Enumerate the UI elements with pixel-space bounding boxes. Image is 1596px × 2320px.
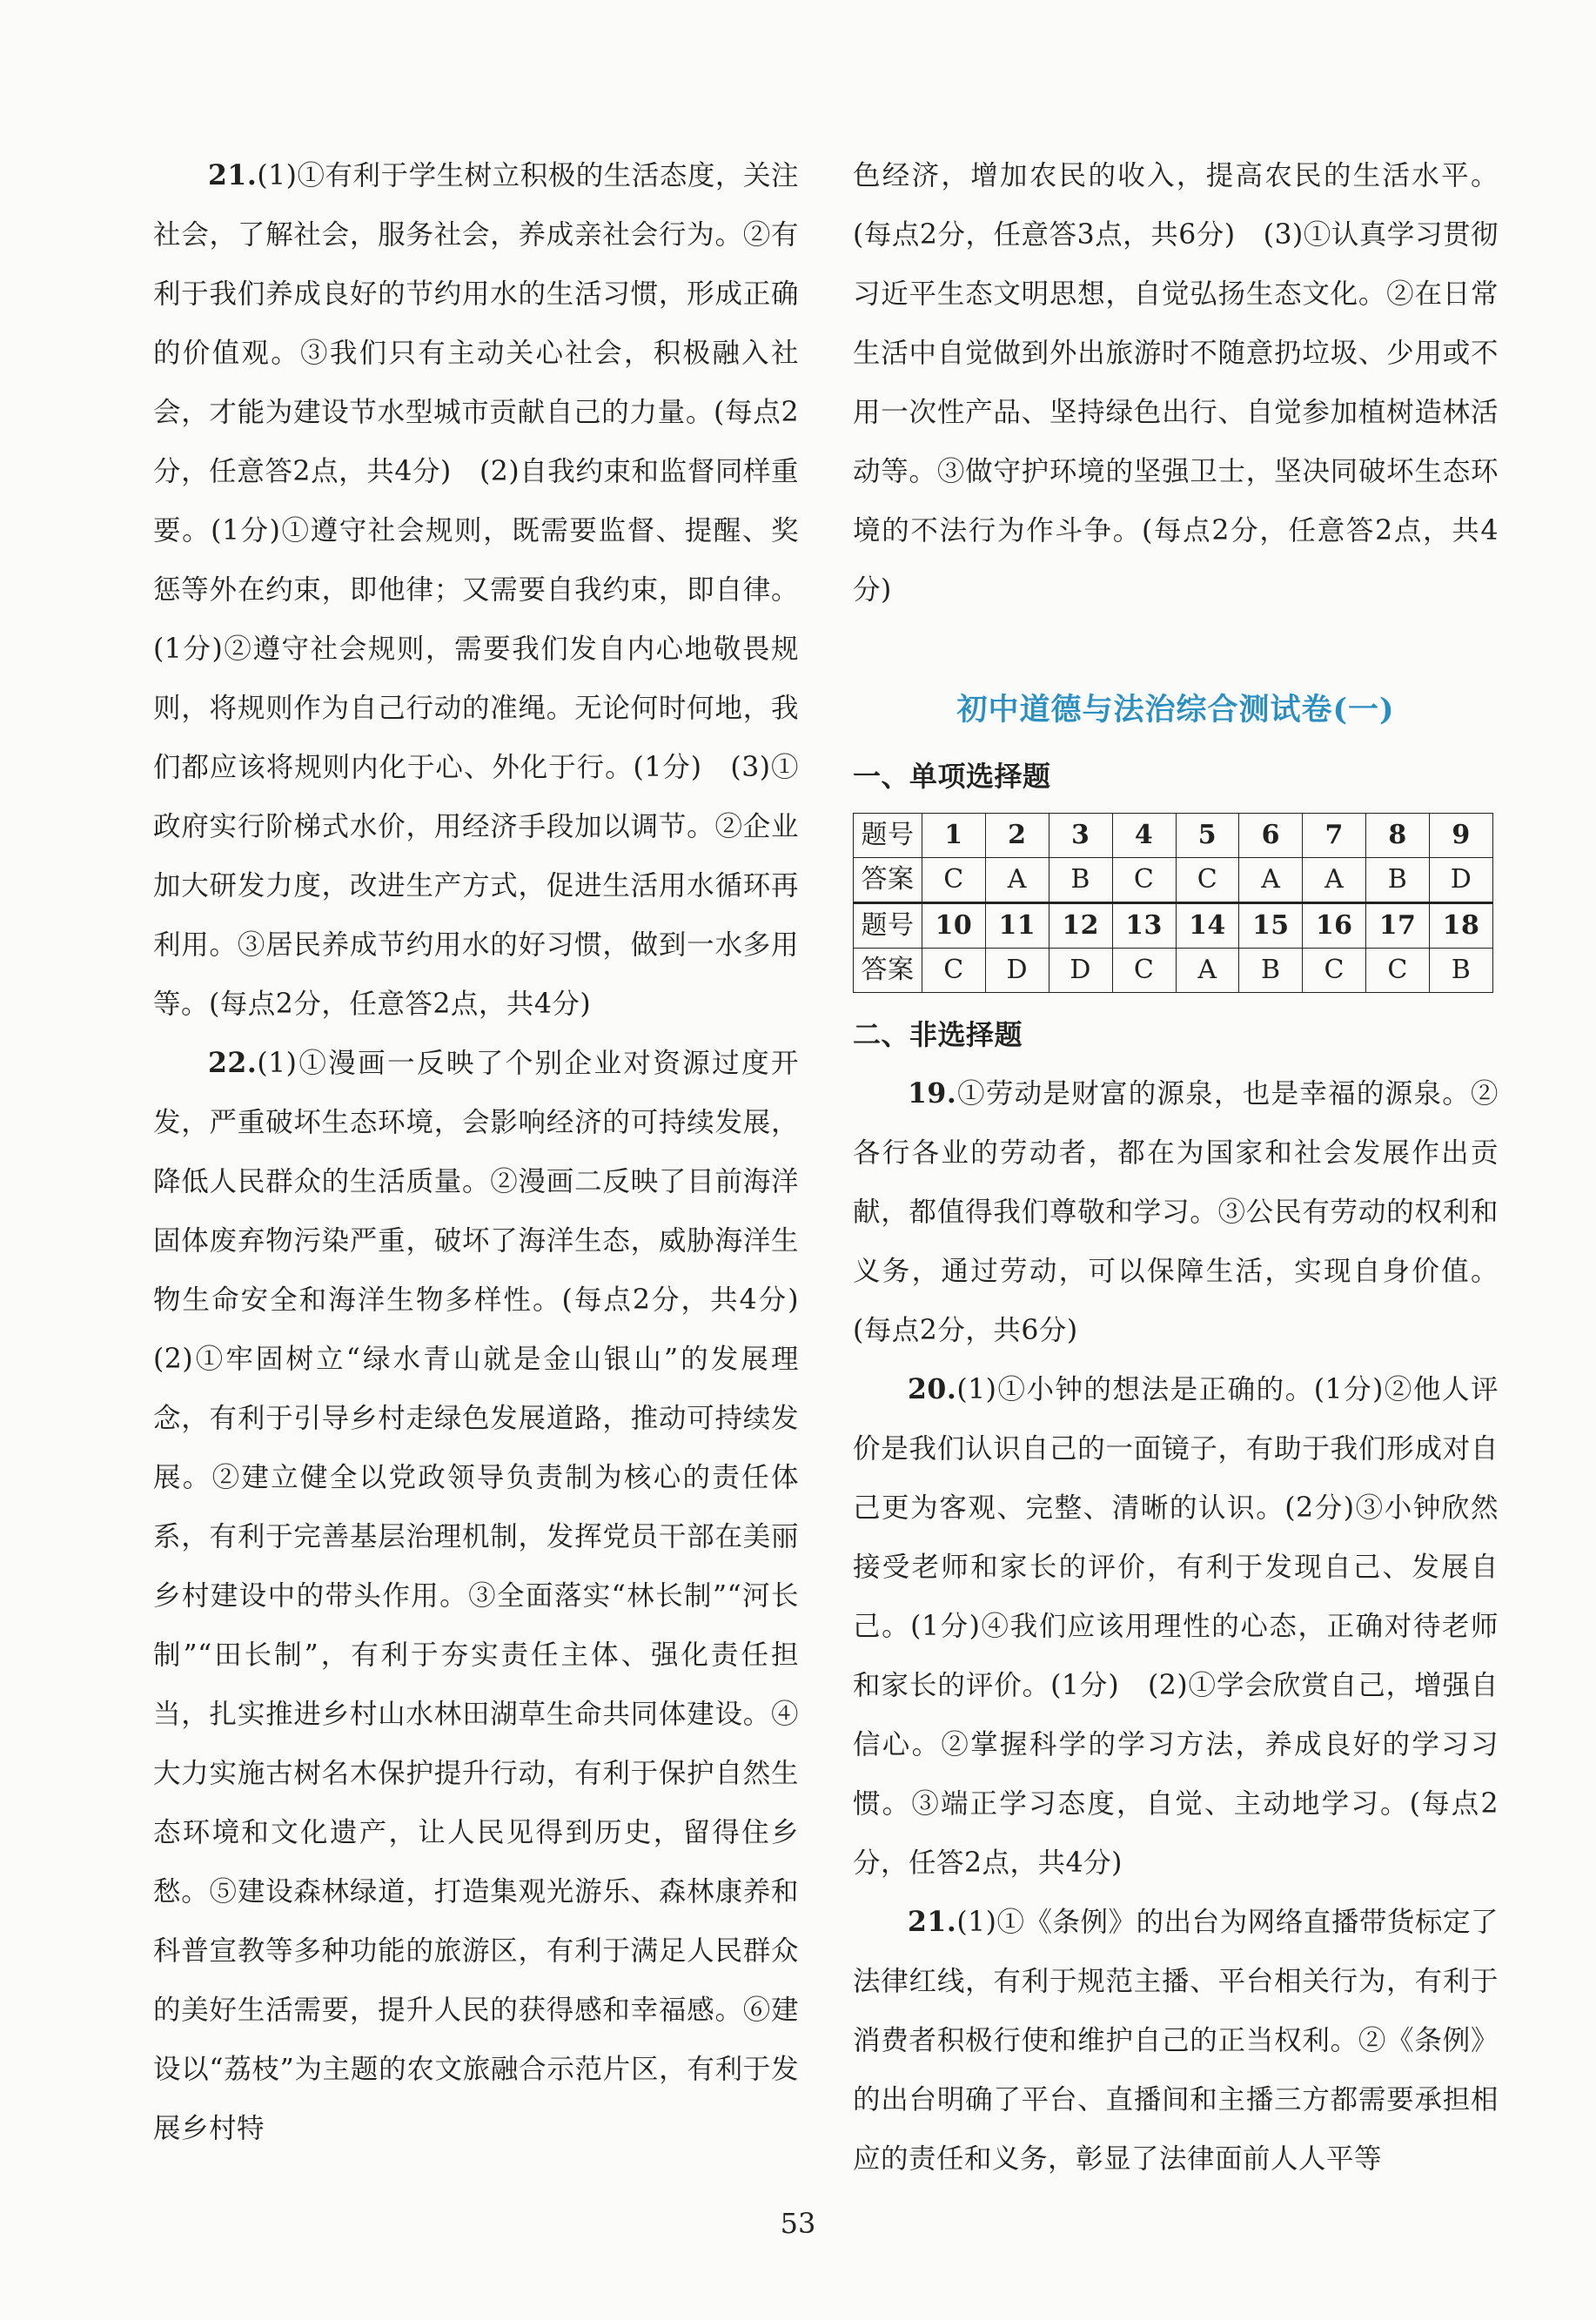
- answer-cell: A: [1239, 858, 1303, 903]
- question-number-cell: 6: [1239, 814, 1303, 858]
- answer-cell: C: [1112, 949, 1176, 993]
- answer-cell: C: [922, 949, 986, 993]
- question-number-cell: 13: [1112, 903, 1176, 949]
- answer-cell: B: [1366, 858, 1430, 903]
- answer-cell: C: [922, 858, 986, 903]
- answer-text: (1)①有利于学生树立积极的生活态度，关注社会，了解社会，服务社会，养成亲社会行为。②有利于我们养成良好的节约用水的生活习惯，形成正确的价值观。③我们只有主动关心社会，积极融入社会，才能为建设节水型城市贡献自己的力量。(每点2分，任意答2点，共4分) (2)自我约束和监督同样重要。(1分)①遵守社会规则，既需要监督、提醒、奖惩等外在约束，即他律；又需要自我约束，即自律。(1分)②遵守社会规则，需要我们发自内心地敬畏规则，将规则作为自己行动的准绳。无论何时何地，我们都应该将规则内化于心、外化于行。(1分) (3)①政府实行阶梯式水价，用经济手段加以调节。②企业加大研发力度，改进生产方式，促进生活用水循环再利用。③居民养成节约用水的好习惯，做到一水多用等。(每点2分，任意答2点，共4分): [153, 160, 799, 1020]
- left-column: [153, 146, 828, 2158]
- part2-title: 二、非选择题: [853, 1018, 1023, 1051]
- question-number-cell: 11: [985, 903, 1049, 949]
- answer-text: (1)①《条例》的出台为网络直播带货标定了法律红线，有利于规范主播、平台相关行为，有利于消费者积极行使和维护自己的正当权利。②《条例》的出台明确了平台、直播间和主播三方都需要承担相应的责任和义务，彰显了法律面前人人平等: [853, 1907, 1499, 2175]
- section-title: 初中道德与法治综合测试卷(一): [956, 692, 1395, 728]
- answer-q20: [853, 1360, 1499, 1893]
- answer-table: [853, 813, 1493, 993]
- answer-q21-right: [853, 1893, 1499, 2189]
- question-number-cell: 8: [1366, 814, 1430, 858]
- table-row: [854, 949, 1493, 993]
- right-column: [853, 146, 1499, 2189]
- answer-q22: [153, 1034, 828, 2158]
- table-row: [854, 814, 1493, 858]
- answer-cell: D: [1430, 858, 1493, 903]
- question-number-cell: 9: [1430, 814, 1493, 858]
- part1-title: 一、单项选择题: [853, 760, 1051, 793]
- question-number-cell: 17: [1366, 903, 1430, 949]
- answer-cell: C: [1366, 949, 1430, 993]
- answer-cell: C: [1303, 949, 1366, 993]
- question-number-cell: 7: [1303, 814, 1366, 858]
- question-number: 22.: [208, 1047, 258, 1079]
- answer-q22-continued: 色经济，增加农民的收入，提高农民的生活水平。(每点2分，任意答3点，共6分) (3)①认真学习贯彻习近平生态文明思想，自觉弘扬生态文化。②在日常生活中自觉做到外出旅游时不随意扔垃圾、少用或不用一次性产品、坚持绿色出行、自觉参加植树造林活动等。③做守护环境的坚强卫士，坚决同破坏生态环境的不法行为作斗争。(每点2分，任意答2点，共4分): [853, 160, 1499, 606]
- question-number-cell: 16: [1303, 903, 1366, 949]
- answer-text: ①劳动是财富的源泉，也是幸福的源泉。②各行各业的劳动者，都在为国家和社会发展作出贡献，都值得我们尊敬和学习。③公民有劳动的权利和义务，通过劳动，可以保障生活，实现自身价值。(每点2分，共6分): [853, 1078, 1499, 1346]
- answer-label: 答案: [854, 858, 922, 903]
- table-row: [854, 903, 1493, 949]
- answer-cell: D: [1049, 949, 1112, 993]
- answer-text: (1)①漫画一反映了个别企业对资源过度开发，严重破坏生态环境，会影响经济的可持续发展，降低人民群众的生活质量。②漫画二反映了目前海洋固体废弃物污染严重，破坏了海洋生态，威胁海洋生物生命安全和海洋生物多样性。(每点2分，共4分) (2)①牢固树立“绿水青山就是金山银山”的发展理念，有利于引导乡村走绿色发展道路，推动可持续发展。②建立健全以党政领导负责制为核心的责任体系，有利于完善基层治理机制，发挥党员干部在美丽乡村建设中的带头作用。③全面落实“林长制”“河长制”“田长制”，有利于夯实责任主体、强化责任担当，扎实推进乡村山水林田湖草生命共同体建设。④大力实施古树名木保护提升行动，有利于保护自然生态环境和文化遗产，让人民见得到历史，留得住乡愁。⑤建设森林绿道，打造集观光游乐、森林康养和科普宣教等多种功能的旅游区，有利于满足人民群众的美好生活需要，提升人民的获得感和幸福感。⑥建设以“荔枝”为主题的农文旅融合示范片区，有利于发展乡村特: [153, 1048, 828, 2144]
- question-number-cell: 15: [1239, 903, 1303, 949]
- question-number-cell: 4: [1112, 814, 1176, 858]
- question-number-cell: 2: [985, 814, 1049, 858]
- answer-cell: B: [1430, 949, 1493, 993]
- question-number: 21.: [908, 1906, 957, 1938]
- page-number: 53: [780, 2207, 816, 2240]
- answer-text: (1)①小钟的想法是正确的。(1分)②他人评价是我们认识自己的一面镜子，有助于我们形成对自己更为客观、完整、清晰的认识。(2分)③小钟欣然接受老师和家长的评价，有利于发现自己、发展自己。(1分)④我们应该用理性的心态，正确对待老师和家长的评价。(1分) (2)①学会欣赏自己，增强自信心。②掌握科学的学习方法，养成良好的学习习惯。③端正学习态度，自觉、主动地学习。(每点2分，任答2点，共4分): [853, 1374, 1499, 1879]
- answer-cell: B: [1049, 858, 1112, 903]
- question-number-cell: 5: [1176, 814, 1239, 858]
- question-number-cell: 12: [1049, 903, 1112, 949]
- answer-cell: C: [1112, 858, 1176, 903]
- answer-q19: [853, 1064, 1499, 1360]
- header-label: 题号: [854, 814, 922, 858]
- question-number-cell: 18: [1430, 903, 1493, 949]
- question-number: 21.: [208, 159, 258, 191]
- answer-cell: B: [1239, 949, 1303, 993]
- question-number: 19.: [908, 1077, 957, 1110]
- answer-cell: A: [1303, 858, 1366, 903]
- question-number: 20.: [908, 1373, 957, 1405]
- question-number-cell: 1: [922, 814, 986, 858]
- table-row: [854, 858, 1493, 903]
- question-number-cell: 10: [922, 903, 986, 949]
- answer-cell: A: [985, 858, 1049, 903]
- header-label: 题号: [854, 903, 922, 949]
- answer-cell: D: [985, 949, 1049, 993]
- answer-q21-left: [153, 146, 799, 1034]
- answer-label: 答案: [854, 949, 922, 993]
- question-number-cell: 3: [1049, 814, 1112, 858]
- answer-cell: C: [1176, 858, 1239, 903]
- question-number-cell: 14: [1176, 903, 1239, 949]
- answer-cell: A: [1176, 949, 1239, 993]
